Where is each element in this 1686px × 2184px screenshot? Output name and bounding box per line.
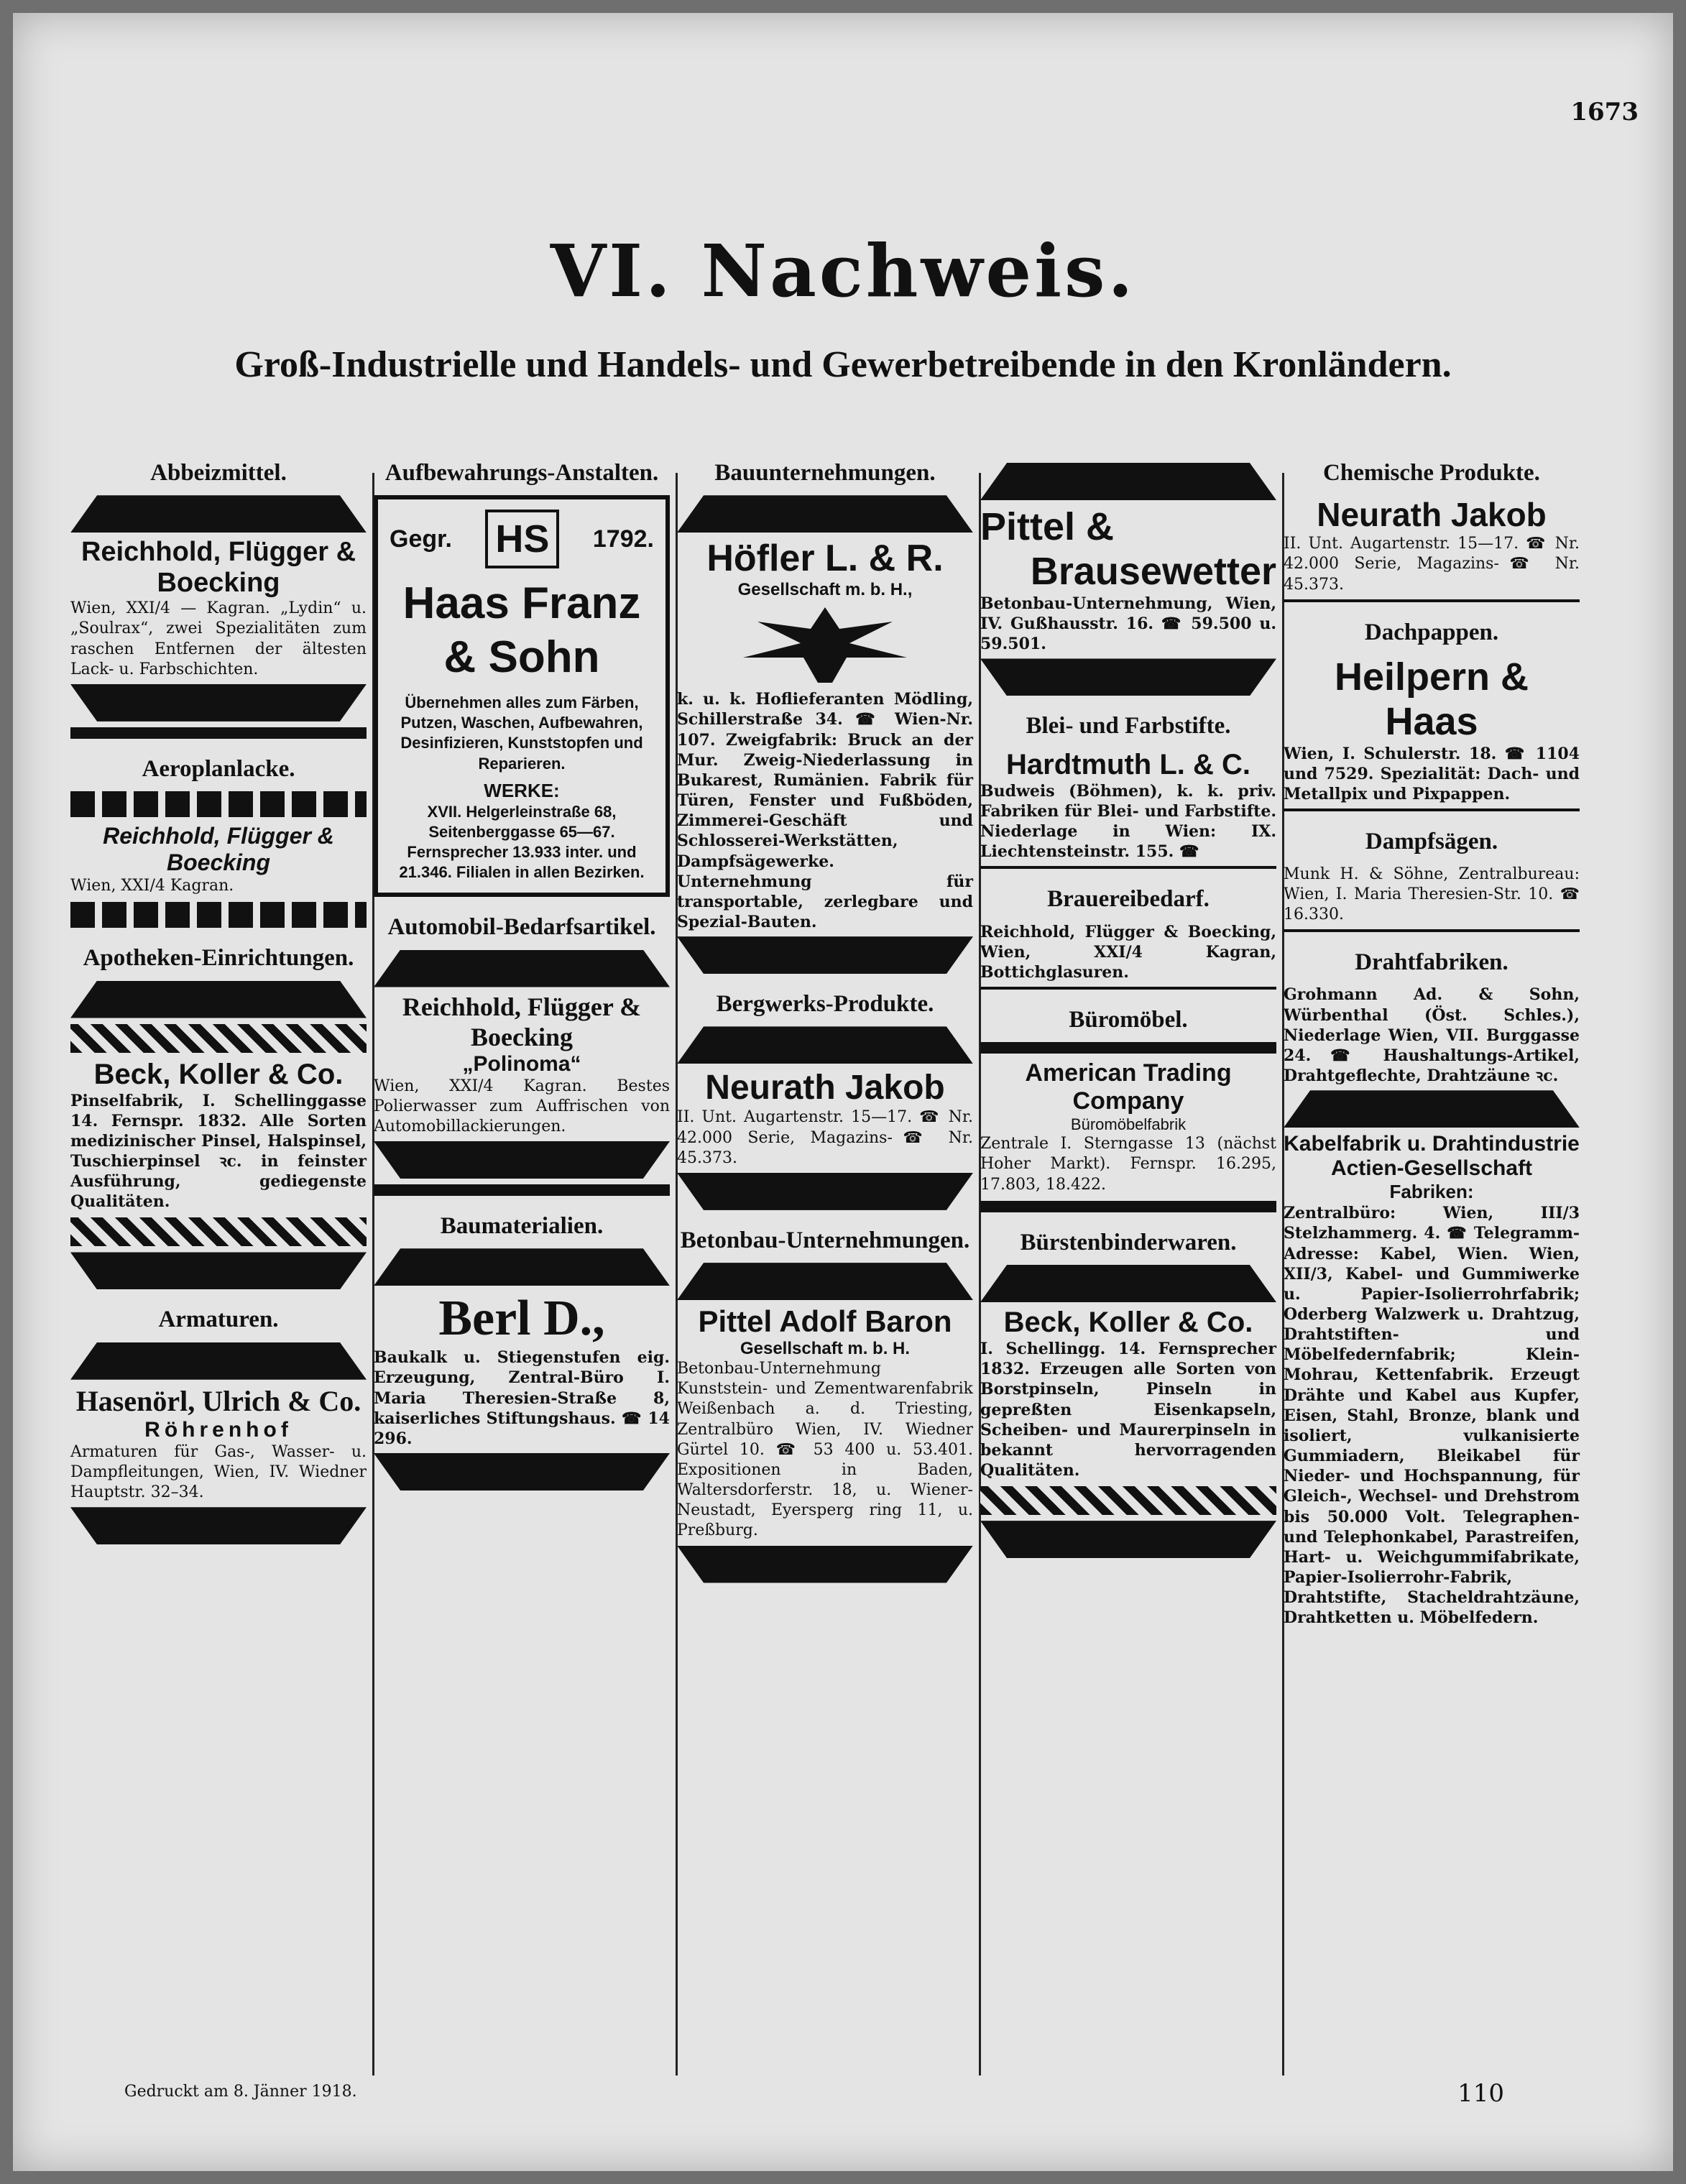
advertiser-name: Haas Franz & Sohn [402,579,641,682]
ornament-bottom [374,1453,670,1490]
ad-text: Pinselfabrik, I. Schellinggasse 14. Fernspr. 1832. Alle Sorten medizinischer Pinsel, Halspinsel, Tuschierpinsel ꝛc. in feinster Ausführung, gediegenste Qualitäten. [70,1091,367,1212]
advertiser-subname: Büromöbelfabrik [1070,1115,1187,1134]
column-2 [374,459,670,2068]
rule [1284,599,1580,602]
ornament-top [374,950,670,987]
ornament-diamonds [980,1486,1276,1515]
category-brauereibedarf [980,885,1276,990]
category-heading: Bauunternehmungen. [714,460,936,486]
ornament-bottom [677,936,973,974]
advertiser-subname: Gesellschaft m. b. H. [740,1339,911,1359]
column-1 [70,459,367,2068]
rule [980,987,1276,990]
category-dachpappen [1284,618,1580,812]
category-heading: Apotheken-Einrichtungen. [83,945,354,972]
advertiser-name: Reichhold, Flügger & Boecking [103,823,334,876]
ornament-top [677,1263,973,1300]
category-abbeizmittel [70,459,367,739]
advertiser-name: Kabelfabrik u. Drahtindustrie Actien-Gesellschaft [1284,1132,1580,1181]
rule [1284,929,1580,932]
ornament-bar [374,1184,670,1196]
ornament-top [980,1265,1276,1302]
category-heading: Blei- und Farbstifte. [1026,713,1231,739]
ornament-bar [980,1042,1276,1054]
sheet-number: 110 [1457,2079,1504,2108]
product-name: „Polinoma“ [462,1051,581,1076]
advertiser-name: Hardtmuth L. & C. [1006,748,1250,780]
ornament-top [70,1342,367,1380]
rule [980,866,1276,869]
ad-text: Baukalk u. Stiegenstufen eig. Erzeugung, Zentral-Büro I. Maria Theresien-Straße 8, kaiserliches Stiftungshaus. ☎ 14 296. [374,1348,670,1448]
category-heading: Baumaterialien. [440,1213,604,1239]
haas-advertisement [374,495,670,897]
ad-text: Budweis (Böhmen), k. k. priv. Fabriken für Blei- und Farbstifte. Niederlage in Wien: IX. Liechtensteinstr. 155. ☎ [980,781,1276,862]
category-heading: Aufbewahrungs-Anstalten. [384,460,659,486]
works-text: XVII. Helgerleinstraße 68, Seitenberggasse 65—67. Fernsprecher 13.933 inter. und 21.346. Filialen in allen Bezirken. [399,802,645,882]
ad-text: II. Unt. Augartenstr. 15—17. ☎ Nr. 42.000 Serie, Magazins-☎ Nr. 45.373. [677,1108,973,1167]
advertiser-name: Beck, Koller & Co. [1003,1307,1253,1339]
ornament-bar [980,1201,1276,1212]
double-eagle-emblem [677,600,973,686]
category-heading: Brauereibedarf. [1047,886,1210,913]
column-3 [677,459,973,2068]
category-heading: Bürstenbinderwaren. [1020,1229,1237,1255]
directory-page [13,13,1673,2171]
ad-text: Zentralbüro: Wien, III/3 Stelzhammerg. 4. ☎ Telegramm-Adresse: Kabel, Wien. Wien, XII/3, Kabel- und Gummiwerke u. Papier-Isolierrohrfabrik; Oderberg Walzwerk u. Drahtzug, Drahtstiften- und Möbelfedernfabrik; Klein-Mohrau, Kettenfabrik. Erzeugt Drähte und Kabel aus Kupfer, Eisen, Stahl, Bronze, blank und isoliert, vulkanisierte Gummiadern, Bleikabel für Nieder- und Hochspannung, für Gleich-, Wechsel- und Drehstrom bis 50.000 Volt. Telegraphen- und Telephonkabel, Parastreifen, Hart- u. Weichgummifabrikate, Papier-Isolierrohr-Fabrik, Drahtstifte, Stacheldrahtzäune, Drahtketten u. Möbelfedern. [1284,1204,1580,1628]
ornament-bottom [677,1173,973,1210]
column-4 [980,459,1276,2068]
ad-text: Zentrale I. Sterngasse 13 (nächst Hoher Markt). Fernspr. 16.295, 17.803, 18.422. [980,1135,1276,1194]
ad-text: Armaturen für Gas-, Wasser- u. Dampfleitungen, Wien, IV. Wiedner Hauptstr. 32–34. [70,1442,367,1502]
page-subtitle: Groß-Industrielle und Handels- und Gewerbetreibende in den Kronländern. [234,344,1452,385]
category-heading: Dampfsägen. [1365,829,1498,855]
ornament-top [70,981,367,1018]
category-heading: Büromöbel. [1069,1007,1188,1033]
ad-text: Wien, XXI/4 Kagran. Bestes Polierwasser zum Auffrischen von Automobillackierungen. [374,1077,670,1135]
advertiser-name: Pittel & [980,505,1115,548]
category-betonbau [677,1226,973,1583]
ad-text: Grohmann Ad. & Sohn, Würbenthal (Öst. Schles.), Niederlage Wien, VII. Burggasse 24. ☎ Haushaltungs-Artikel, Drahtgeflechte, Drahtzäune ꝛc. [1284,985,1580,1086]
category-heading: Aeroplanlacke. [142,755,295,782]
category-chemische-produkte [1284,459,1580,602]
category-bergwerk [677,990,973,1210]
ornament-top [1284,1090,1580,1128]
rule [1284,808,1580,811]
ornament-bottom [70,1507,367,1544]
category-heading: Armaturen. [158,1307,279,1333]
ornament-bottom [374,1141,670,1179]
advertiser-name: Beck, Koller & Co. [93,1058,344,1090]
ad-text: Wien, I. Schulerstr. 18. ☎ 1104 und 7529. Spezialität: Dach- und Metallpix und Pixpappen. [1284,744,1580,804]
haas-monogram-logo: HS [485,510,559,568]
category-drahtfabriken [1284,948,1580,1628]
works-label: WERKE: [484,779,560,801]
founded-year: 1792. [592,525,654,553]
category-blei-farbstifte [980,711,1276,869]
ad-text: Munk H. & Söhne, Zentralbureau: Wien, I. Maria Theresien-Str. 10. ☎ 16.330. [1284,865,1580,923]
ornament-bottom [70,1252,367,1289]
advertiser-name: Neurath Jakob [1317,496,1547,534]
ad-text: Wien, XXI/4 — Kagran. „Lydin“ u. „Soulrax“, zwei Spezialitäten zum raschen Entfernen der ältesten Lack- u. Farbschichten. [70,599,367,678]
ornament-top [70,495,367,533]
ornament-top [677,1026,973,1064]
advertiser-name: Neurath Jakob [705,1069,945,1107]
advertiser-name: Hasenörl, Ulrich & Co. [75,1384,361,1417]
category-heading: Abbeizmittel. [150,460,287,486]
ornament-bar [70,727,367,739]
ad-text: Wien, XXI/4 Kagran. [70,877,234,895]
page-number: 1673 [1570,98,1639,126]
ornament-bottom [980,658,1276,696]
ornament-bottom [980,1521,1276,1558]
advertiser-name: American Trading Company [1025,1059,1232,1115]
print-date: Gedruckt am 8. Jänner 1918. [124,2083,357,2101]
ornament-bottom [70,684,367,722]
ad-text: Reichhold, Flügger & Boecking, Wien, XXI/4 Kagran, Bottichglasuren. [980,922,1276,982]
page-title: VI. Nachweis. [550,229,1136,313]
ad-text: Betonbau-Unternehmung, Wien, IV. Gußhausstr. 16. ☎ 59.500 u. 59.501. [980,594,1276,654]
advertiser-name: Pittel Adolf Baron [698,1304,952,1339]
ornament-top [374,1248,670,1286]
advertiser-name: Berl D., [438,1291,605,1347]
advertiser-name: Heilpern & Haas [1334,655,1529,743]
category-apotheken [70,944,367,1289]
ornament-chain [70,791,367,817]
column-5 [1284,459,1580,2068]
ornament-diamonds [70,1024,367,1053]
category-baumaterialien [374,1212,670,1490]
ad-text: Übernehmen alles zum Färben, Putzen, Waschen, Aufbewahren, Desinfizieren, Kunststopfen und Reparieren. [400,694,643,773]
category-bueromoebel [980,1005,1276,1212]
category-heading: Betonbau-Unternehmungen. [680,1227,970,1253]
ornament-chain [70,902,367,928]
founded-label: Gegr. [390,525,452,553]
category-heading: Automobil-Bedarfsartikel. [387,914,656,941]
category-aeroplanlacke [70,755,367,928]
category-armaturen [70,1305,367,1544]
ad-text: II. Unt. Augartenstr. 15—17. ☎ Nr. 42.000 Serie, Magazins-☎ Nr. 45.373. [1284,535,1580,594]
advertiser-name: Reichhold, Flügger & Boecking [402,992,642,1051]
ad-text: I. Schellingg. 14. Fernsprecher 1832. Erzeugen alle Sorten von Borstpinseln, Pinseln in gepreßten Eisenkapseln, Scheiben- und Maurerpinseln in bekannt hervorragenden Qualitäten. [980,1340,1276,1480]
advertiser-name-2: Brausewetter [1030,550,1276,593]
advertiser-subname: Gesellschaft m. b. H., [737,580,913,600]
ornament-top [980,463,1276,500]
category-automobil [374,913,670,1196]
category-aufbewahrung [374,459,670,897]
advertiser-name: Reichhold, Flügger & Boecking [80,537,356,599]
ornament-top [677,495,973,533]
ad-text: k. u. k. Hoflieferanten Mödling, Schillerstraße 34. ☎ Wien-Nr. 107. Zweigfabrik: Bruck an der Mur. Zweig-Niederlassung in Bukarest, Rumänien. Fabrik für Türen, Fenster und Fußböden, Zimmerei-Geschäft und Schlosserei-Werkstätten, Dampfsägewerke. Unternehmung für transportable, zerlegbare und Spezial-Bauten. [677,690,973,931]
category-bauunternehmungen [677,459,973,974]
category-heading: Dachpappen. [1364,619,1499,645]
ad-text: Betonbau-Unternehmung Kunststein- und Zementwarenfabrik Weißenbach a. d. Triesting, Zentralbüro Wien, IV. Wiedner Gürtel 10. ☎ 53 400 u. 53.401. Expositionen in Baden, Waltersdorferstr. 18, u. Wiener-Neustadt, Eyersperg ring 11, u. Preßburg. [677,1360,973,1540]
advertiser-subname: Röhrenhof [144,1417,292,1442]
category-heading: Bergwerks-Produkte. [716,991,934,1018]
category-heading: Drahtfabriken. [1355,949,1508,976]
ornament-bottom [677,1546,973,1583]
ornament-diamonds [70,1217,367,1246]
category-dampfsaegen [1284,827,1580,932]
factories-label: Fabriken: [1389,1181,1474,1203]
pittel-brausewetter-ad [980,463,1276,696]
category-heading: Chemische Produkte. [1323,460,1540,486]
advertiser-name: Höfler L. & R. [706,538,944,580]
category-buerstenbinder [980,1228,1276,1558]
